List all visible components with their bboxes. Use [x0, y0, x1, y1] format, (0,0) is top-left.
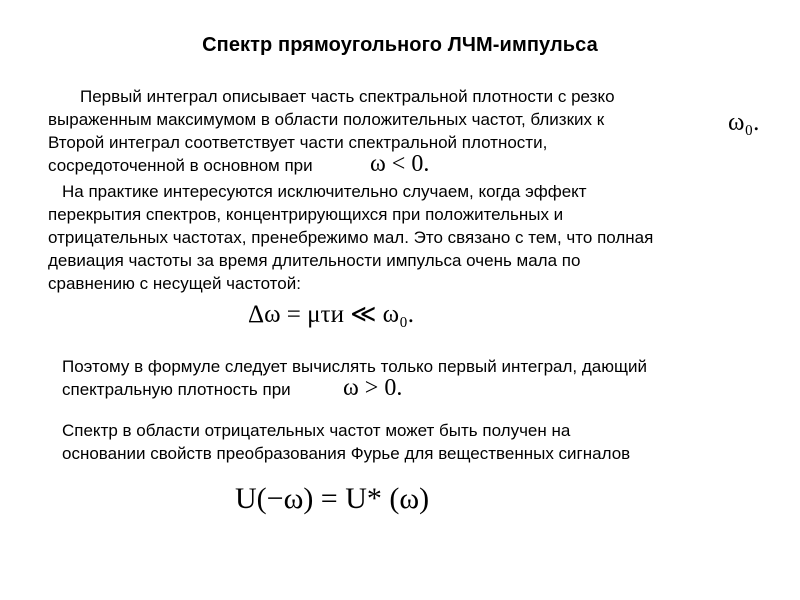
paragraph2-line3: отрицательных частотах, пренебрежимо мал. Это связано с тем, что полная — [48, 228, 654, 247]
page-title: Спектр прямоугольного ЛЧМ-импульса — [202, 34, 598, 56]
formula-deviation: Δω = μτи ≪ ω₀. — [248, 301, 415, 328]
paragraph2-line4: девиация частоты за время длительности импульса очень мала по — [48, 251, 581, 270]
paragraph3-line1: Поэтому в формуле следует вычислять только первый интеграл, дающий — [62, 357, 647, 376]
formula-omega-less-zero: ω < 0. — [370, 151, 430, 177]
paragraph2-line1: На практике интересуются исключительно случаем, когда эффект — [62, 182, 587, 201]
paragraph2-line2: перекрытия спектров, концентрирующихся при положительных и — [48, 205, 564, 224]
paragraph4-line1: Спектр в области отрицательных частот может быть получен на — [62, 421, 571, 440]
paragraph1-line3: Второй интеграл соответствует части спектральной плотности, — [48, 133, 548, 152]
formula-spectrum-symmetry: U(−ω) = U* (ω) — [235, 482, 430, 515]
paragraph1-line4: сосредоточенной в основном при — [48, 156, 313, 175]
paragraph2-line5: сравнению с несущей частотой: — [48, 274, 301, 293]
paragraph3-line2: спектральную плотность при — [62, 380, 291, 399]
paragraph4-line2: основании свойств преобразования Фурье для вещественных сигналов — [62, 444, 631, 463]
formula-omega-greater-zero: ω > 0. — [343, 375, 403, 401]
formula-omega-zero: ω₀. — [728, 109, 760, 136]
paragraph1-line2: выраженным максимумом в области положительных частот, близких к — [48, 110, 605, 129]
paragraph1-line1: Первый интеграл описывает часть спектральной плотности с резко — [80, 87, 615, 106]
